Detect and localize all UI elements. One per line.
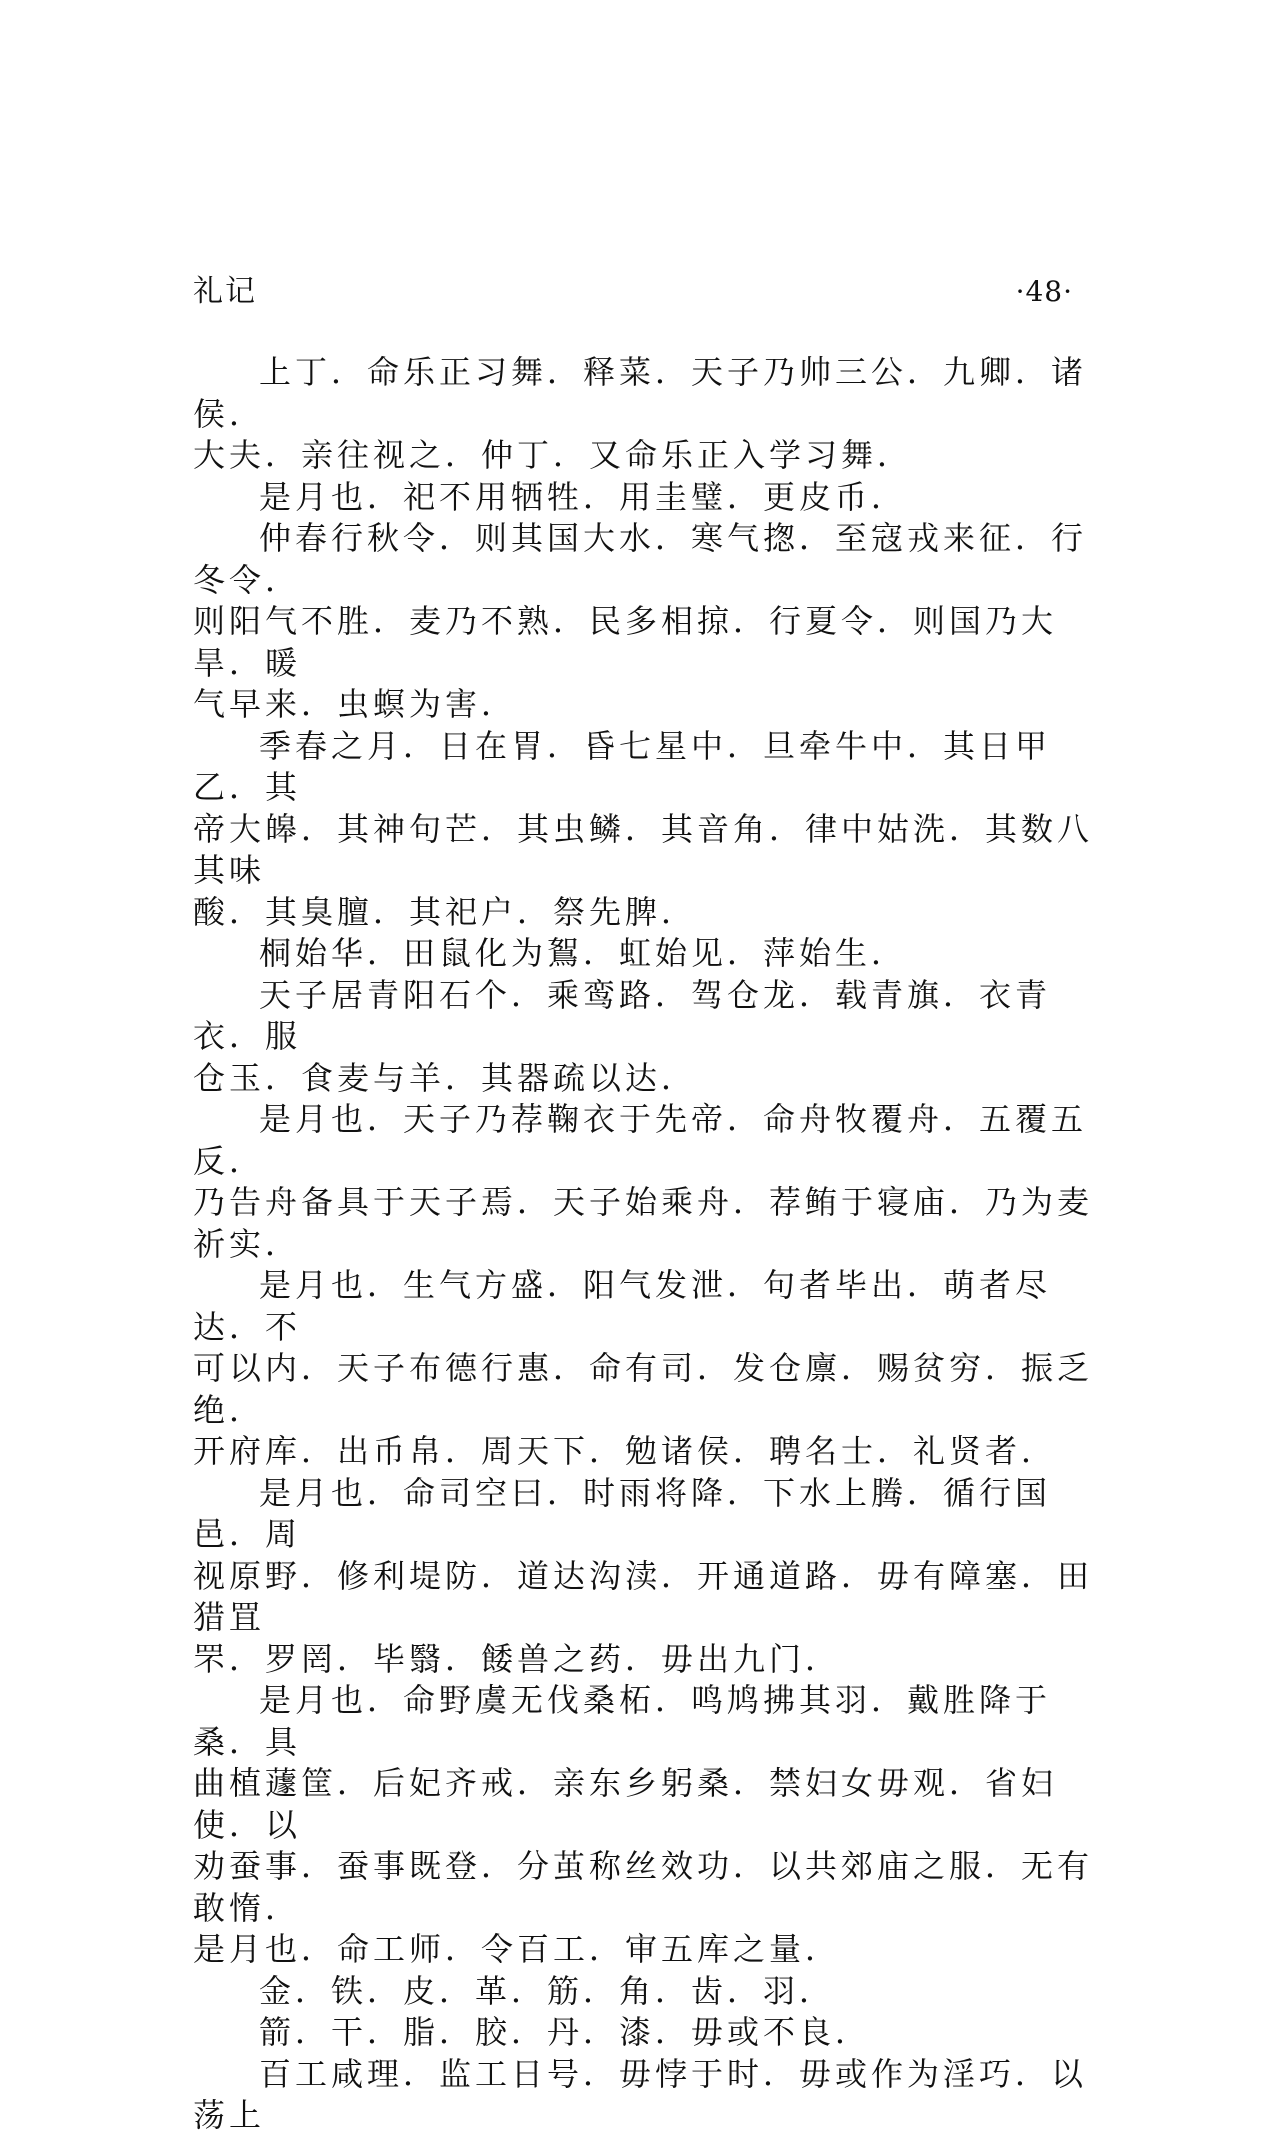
page-number: ·48·: [1015, 275, 1073, 308]
paragraph: 上丁．命乐正习舞．释菜．天子乃帅三公．九卿．诸侯． 大夫．亲往视之．仲丁．又命乐正入学习舞．: [193, 353, 1088, 474]
paragraph: 仲春行秋令．则其国大水．寒气揔．至寇戎来征．行冬令． 则阳气不胜．麦乃不熟．民多相掠．行夏令．则国乃大旱．暖 气早来．虫螟为害．: [193, 519, 1088, 723]
paragraph: 季春之月．日在胃．昏七星中．旦牵牛中．其日甲乙．其 帝大皞．其神句芒．其虫鳞．其音角．律中姑洗．其数八其味 酸．其臭膻．其祀户．祭先脾．: [193, 726, 1094, 931]
running-head: [193, 270, 1073, 320]
paragraph: 是月也．命司空曰．时雨将降．下水上腾．循行国邑．周 视原野．修利堤防．道达沟渎．开通道路．毋有障塞．田猎罝 罘．罗罔．毕翳．餧兽之药．毋出九门．: [193, 1473, 1094, 1678]
paragraph: 百工咸理．监工日号．毋悖于时．毋或作为淫巧．以荡上: [193, 2054, 1088, 2134]
paragraph: 是月也．天子乃荐鞠衣于先帝．命舟牧覆舟．五覆五反． 乃告舟备具于天子焉．天子始乘舟．荐鲔于寝庙．乃为麦祈实．: [193, 1100, 1094, 1263]
paragraph: 箭．干．脂．胶．丹．漆．毋或不良．: [259, 2013, 872, 2051]
paragraph: 金．铁．皮．革．筋．角．齿．羽．: [259, 1971, 836, 2010]
paragraph: 是月也．命野虞无伐桑柘．鸣鸠拂其羽．戴胜降于桑．具 曲植蘧筐．后妃齐戒．亲东乡躬桑．禁妇女毋观．省妇使．以 劝蚕事．蚕事既登．分茧称丝效功．以共郊庙之服．无有敢惰． 是月也．命工师．令百工．审五库之量．: [193, 1681, 1094, 1968]
paragraph: 是月也．生气方盛．阳气发泄．句者毕出．萌者尽达．不 可以内．天子布德行惠．命有司．发仓廪．赐贫穷．振乏绝． 开府库．出币帛．周天下．勉诸侯．聘名士．礼贤者．: [193, 1266, 1094, 1470]
paragraph: 桐始华．田鼠化为鴽．虹始见．萍始生．: [259, 934, 908, 972]
book-title: 礼记: [193, 274, 257, 309]
paragraph: 天子居青阳石个．乘鸾路．驾仓龙．载青旗．衣青衣．服 仓玉．食麦与羊．其器疏以达．: [193, 975, 1052, 1097]
body-text: [193, 352, 1093, 2137]
paragraph: 是月也．祀不用牺牲．用圭璧．更皮币．: [259, 477, 908, 516]
